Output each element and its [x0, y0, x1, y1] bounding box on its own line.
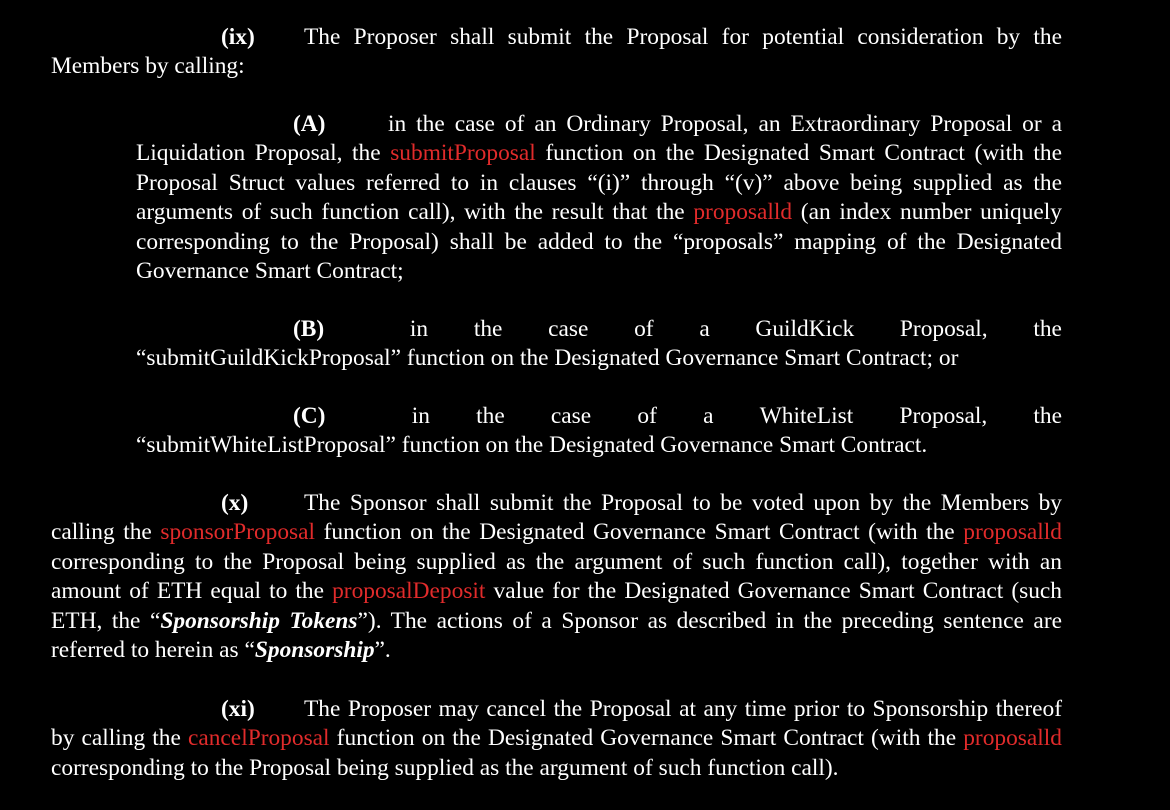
word: a [703, 403, 714, 429]
word: of [637, 403, 657, 429]
clause-text: (an index number uniquely corresponding to the Proposal) shall be added to the “proposals” mapping of the Designated Governance Smart Contract; [136, 199, 1062, 285]
function-name: submitProposal [390, 140, 536, 167]
clause-text: The Proposer shall submit the Proposal for potential consideration by the Members by calling: [51, 24, 1062, 80]
clause-first-line [136, 402, 1062, 431]
word: the [1033, 403, 1062, 429]
clause-B [136, 315, 1062, 374]
word: case [548, 316, 589, 342]
clause-text: The Sponsor shall submit the Proposal to be voted upon by the Members by calling the [51, 490, 1062, 546]
function-name: sponsorProposal [160, 519, 316, 546]
clause-A [136, 110, 1062, 286]
function-name: proposalld [693, 199, 793, 226]
clause-C [136, 402, 1062, 461]
clause-number: (C) [293, 403, 326, 429]
defined-term: Sponsorship Tokens [160, 607, 358, 634]
clause-text: ”. [374, 637, 391, 664]
clause-number: (x) [221, 490, 249, 516]
function-name: proposalDeposit [332, 578, 486, 605]
clause-text: “submitGuildKickProposal” function on the Designated Governance Smart Contract; or [136, 345, 959, 372]
word: case [550, 403, 592, 429]
word: in [409, 316, 429, 342]
clause-number: (B) [293, 316, 325, 342]
clause-text: function on the Designated Governance Smart Contract (with the [315, 519, 964, 546]
clause-xi [51, 695, 1062, 783]
clause-text: “submitWhiteListProposal” function on the Designated Governance Smart Contract. [136, 432, 928, 459]
word: the [476, 403, 505, 429]
word: the [1033, 316, 1062, 342]
function-name: cancelProposal [187, 725, 330, 752]
defined-term: Sponsorship [254, 637, 375, 664]
clause-number: (A) [293, 111, 326, 137]
word: in [411, 403, 430, 429]
clause-text: corresponding to the Proposal being supplied as the argument of such function call), together with an amount of ETH equal to the [51, 548, 1062, 605]
clause-x [51, 489, 1062, 665]
clause-number: (xi) [221, 696, 255, 722]
clause-text: ”). The actions of a Sponsor as described in the preceding sentence are referred to herein as “ [51, 607, 1062, 664]
word: WhiteList [759, 403, 854, 429]
word: Proposal, [899, 403, 988, 429]
function-name: proposalld [963, 519, 1062, 546]
word: of [634, 316, 654, 342]
word: GuildKick [755, 316, 855, 342]
word: Proposal, [899, 316, 988, 342]
function-name: proposalld [963, 725, 1062, 752]
clause-ix [51, 23, 1062, 82]
clause-text: function on the Designated Governance Smart Contract (with the [329, 725, 964, 752]
word: the [473, 316, 503, 342]
clause-text: corresponding to the Proposal being supplied as the argument of such function call). [51, 754, 839, 781]
clause-number: (ix) [221, 24, 255, 50]
clause-text: function on the Designated Smart Contract (with the Proposal Struct values referred to in clauses “(i)” through “(v)” above being supplied as the arguments of such function call), with the result that the [136, 140, 1062, 226]
word: a [699, 316, 710, 342]
clause-text: The Proposer may cancel the Proposal at any time prior to Sponsorship thereof by calling the [51, 696, 1062, 752]
clause-text: in the case of an Ordinary Proposal, an Extraordinary Proposal or a Liquidation Proposal, the [136, 111, 1062, 167]
clause-text: value for the Designated Governance Smart Contract (such ETH, the “ [51, 578, 1062, 634]
clause-first-line [136, 315, 1062, 344]
